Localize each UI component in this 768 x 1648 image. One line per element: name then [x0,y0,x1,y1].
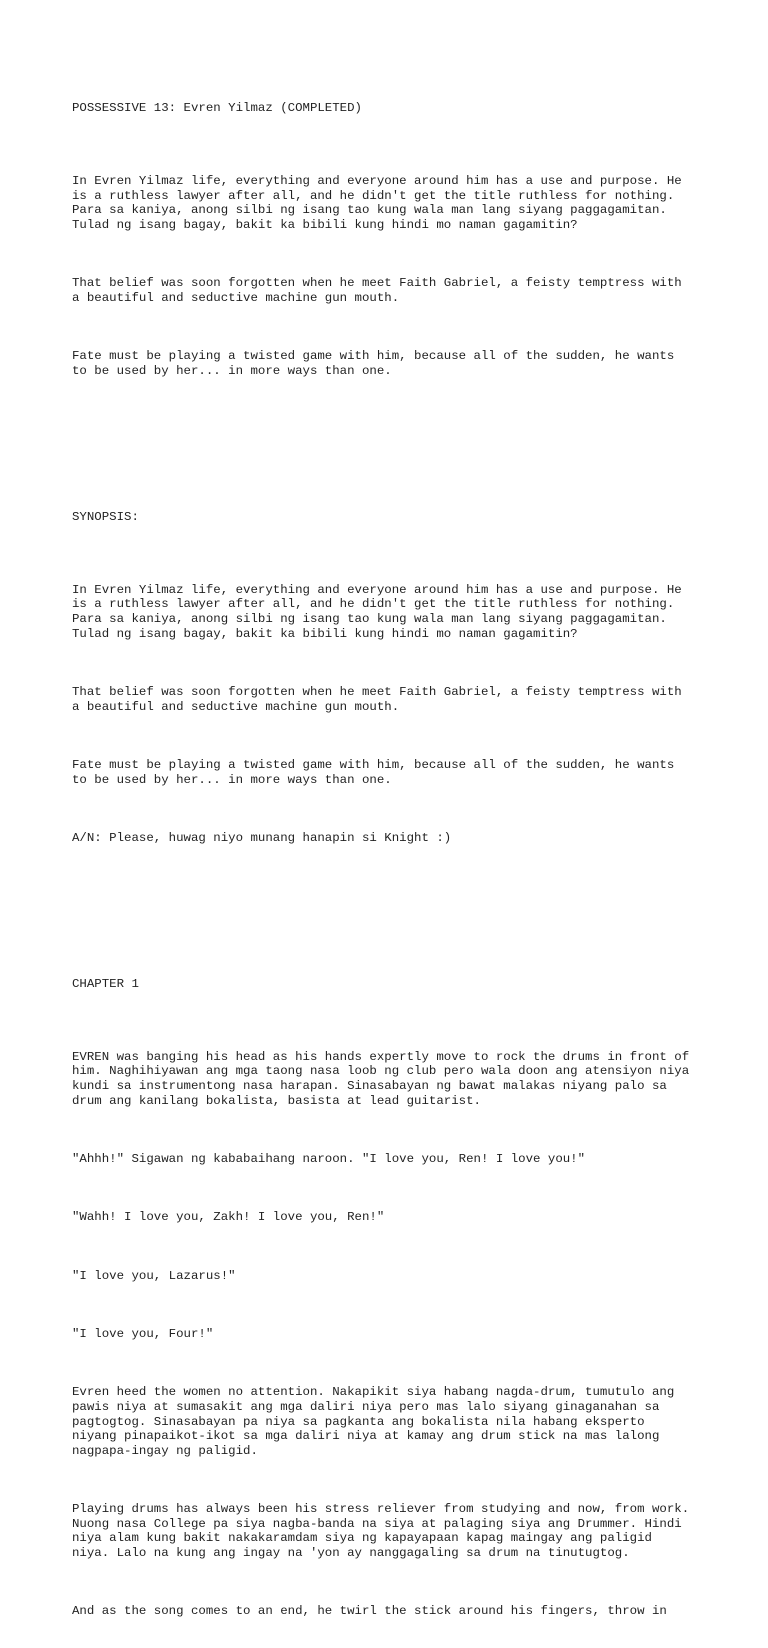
intro-paragraph: Fate must be playing a twisted game with him, because all of the sudden, he wants to be used by her... in more ways than one. [72,349,675,378]
section-spacer [72,437,712,466]
chapter-paragraph: Playing drums has always been his stress reliever from studying and now, from work. Nuong nasa College pa siya nagba-banda na siya at palaging siya ang Drummer. Hindi niya alam kung bakit nakakaramdam siya ng kapayapaan kapag maingay ang paligid niya. Lalo na kung ang ingay na 'yon ay nanggagaling sa drum na tinutugtog. [72,1502,690,1560]
chapter-paragraph: Evren heed the women no attention. Nakapikit siya habang nagda-drum, tumutulo ang pawis niya at sumasakit ang mga daliri niya pero mas lalo siyang ginaganahan sa pagtogtog. Sinasabayan pa niya sa pagkanta ang bokalista nila habang eksperto niyang pinapaikot-ikot sa mga daliri niya at kamay ang drum stick na mas lalong nagpapa-ingay ng paligid. [72,1385,675,1458]
synopsis-paragraph: In Evren Yilmaz life, everything and everyone around him has a use and purpose. He is a ruthless lawyer after all, and he didn't get the title ruthless for nothing. Para sa kaniya, anong silbi ng isang tao kung wala man lang siyang paggagamitan. Tulad ng isang bagay, bakit ka bibili kung hindi mo naman gagamitin? [72,582,682,641]
intro-paragraph: In Evren Yilmaz life, everything and everyone around him has a use and purpose. He is a ruthless lawyer after all, and he didn't get the title ruthless for nothing. Para sa kaniya, anong silbi ng isang tao kung wala man lang siyang paggagamitan. Tulad ng isang bagay, bakit ka bibili kung hindi mo naman gagamitin? [72,174,682,232]
synopsis-paragraph: That belief was soon forgotten when he meet Faith Gabriel, a feisty temptress with a beautiful and seductive machine gun mouth. [72,684,682,714]
synopsis-heading: SYNOPSIS: [72,509,139,524]
chapter-paragraph: And as the song comes to an end, he twirl the stick around his fingers, throw in [72,1604,667,1619]
chapter-paragraph: "I love you, Lazarus!" [72,1268,236,1283]
author-note: A/N: Please, huwag niyo munang hanapin si Knight :) [72,830,452,845]
intro-paragraph: That belief was soon forgotten when he meet Faith Gabriel, a feisty temptress with a beautiful and seductive machine gun mouth. [72,276,682,305]
document-title: POSSESSIVE 13: Evren Yilmaz (COMPLETED) [72,101,362,116]
synopsis-paragraph: Fate must be playing a twisted game with him, because all of the sudden, he wants to be used by her... in more ways than one. [72,757,675,787]
chapter-paragraph: "I love you, Four!" [72,1327,214,1342]
chapter-paragraph: EVREN was banging his head as his hands expertly move to rock the drums in front of him. Naghihiyawan ang mga taong nasa loob ng club pero wala doon ang atensiyon niya kundi sa instrumentong nasa harapan. Sinasabayan ng bawat malakas niyang palo sa drum ang kanilang bokalista, basista at lead guitarist. [72,1049,690,1108]
chapter-paragraph: "Wahh! I love you, Zakh! I love you, Ren!" [72,1210,385,1225]
document-page [72,72,712,1648]
section-spacer [72,904,712,933]
chapter-heading: CHAPTER 1 [72,976,139,991]
chapter-paragraph: "Ahhh!" Sigawan ng kababaihang naroon. "I love you, Ren! I love you!" [72,1151,586,1166]
